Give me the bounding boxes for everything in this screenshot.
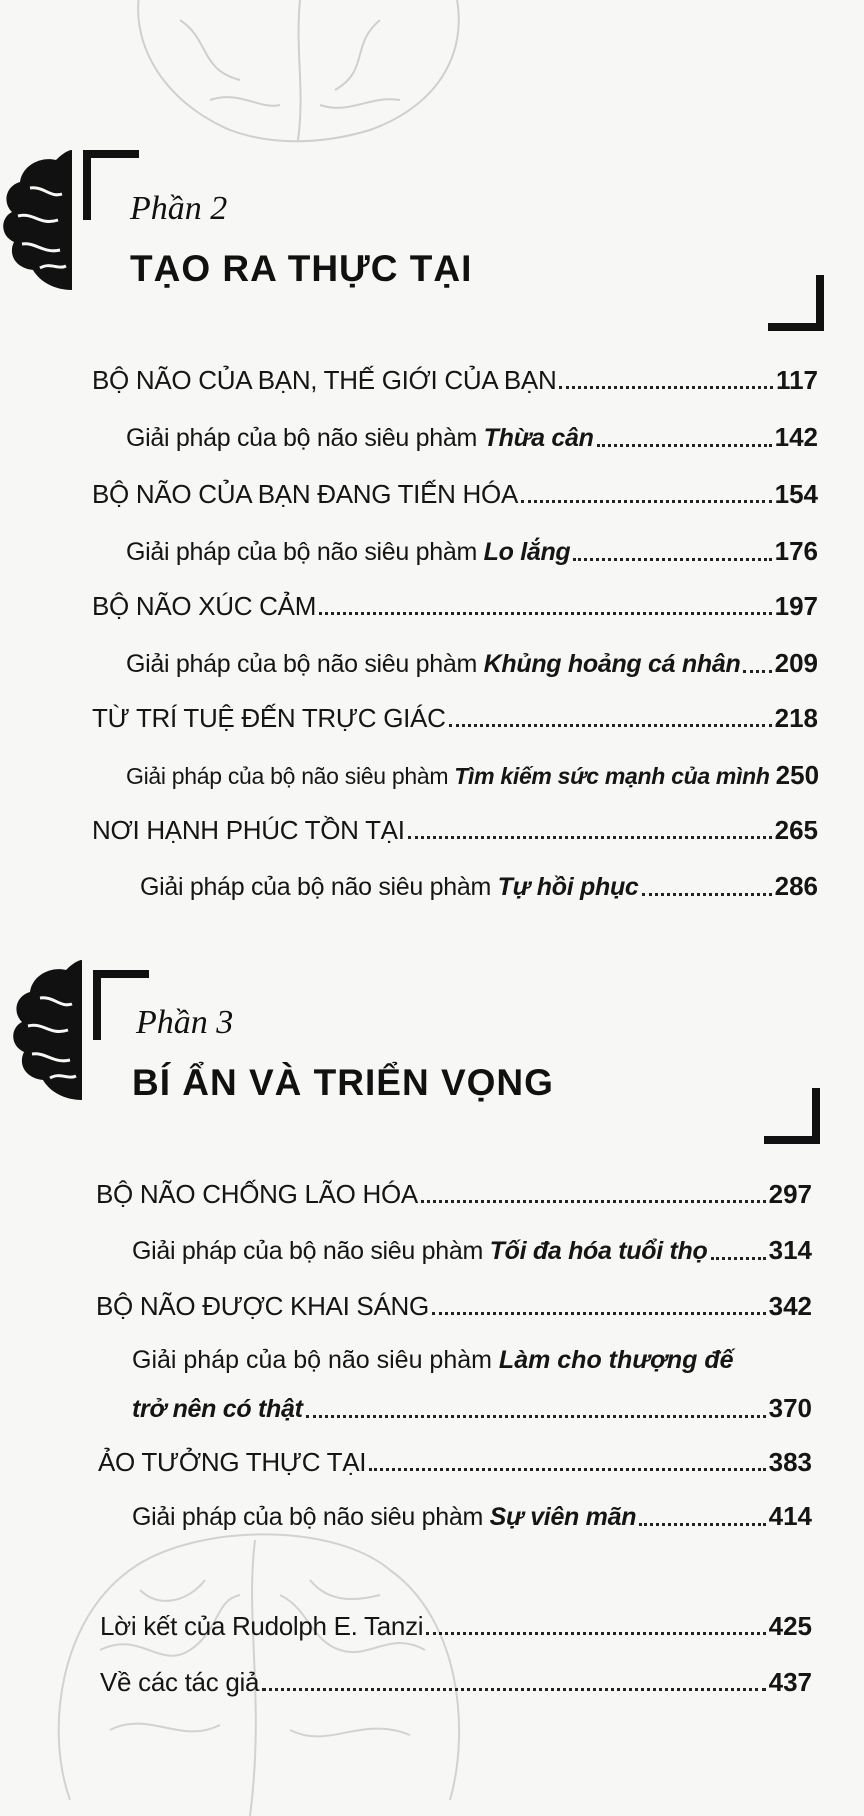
toc-entry-title: Về các tác giả xyxy=(100,1667,260,1697)
bracket-bottom-right-icon xyxy=(764,1088,824,1148)
brain-half-icon xyxy=(0,150,72,290)
leader-dots xyxy=(369,1468,765,1471)
toc-entry-title: TỪ TRÍ TUỆ ĐẾN TRỰC GIÁC xyxy=(92,703,446,733)
leader-dots xyxy=(743,670,771,673)
solution-topic: Tự hồi phục xyxy=(497,873,639,901)
solution-topic: Khủng hoảng cá nhân xyxy=(483,650,741,678)
toc-subentry[interactable] xyxy=(126,535,818,568)
solution-topic: Tối đa hóa tuổi thọ xyxy=(489,1237,708,1265)
page-number: 250 xyxy=(775,760,820,790)
toc-subentry-line-1[interactable]: Giải pháp của bộ não siêu phàm Làm cho thượng đế xyxy=(132,1346,734,1374)
part-3-header xyxy=(0,940,864,1140)
leader-dots xyxy=(573,558,771,561)
solution-topic-continued: trở nên có thật xyxy=(132,1395,303,1423)
part-title: BÍ ẨN VÀ TRIỂN VỌNG xyxy=(132,1062,554,1103)
toc-entry-title: BỘ NÃO ĐƯỢC KHAI SÁNG xyxy=(96,1291,429,1321)
page-number: 197 xyxy=(774,591,818,621)
solution-topic: Thừa cân xyxy=(483,424,594,452)
page-number: 383 xyxy=(768,1447,812,1477)
brain-outline-top-illustration xyxy=(120,0,480,150)
solution-topic: Làm cho thượng đế xyxy=(498,1346,734,1374)
toc-entry-title: NƠI HẠNH PHÚC TỒN TẠI xyxy=(92,815,405,845)
leader-dots xyxy=(426,1632,765,1635)
page-number: 286 xyxy=(774,871,818,901)
toc-entry[interactable] xyxy=(96,1178,812,1210)
toc-entry-title: BỘ NÃO CỦA BẠN ĐANG TIẾN HÓA xyxy=(92,479,518,509)
toc-entry-afterword[interactable] xyxy=(100,1610,812,1642)
toc-entry[interactable] xyxy=(92,590,818,622)
leader-dots xyxy=(306,1415,766,1418)
page-number: 342 xyxy=(768,1291,812,1321)
leader-dots xyxy=(262,1688,765,1691)
toc-entry-about-authors[interactable] xyxy=(100,1666,812,1698)
toc-entry-title: Giải pháp của bộ não siêu phàm Tự hồi phục xyxy=(140,873,639,901)
part-2-header xyxy=(0,130,864,330)
toc-entry-title: Giải pháp của bộ não siêu phàm Tìm kiếm sức mạnh của mình xyxy=(126,763,770,789)
leader-dots xyxy=(449,724,772,727)
leader-dots xyxy=(559,386,773,389)
toc-entry[interactable] xyxy=(92,814,818,846)
toc-entry[interactable] xyxy=(96,1290,812,1322)
leader-dots xyxy=(642,893,772,896)
toc-entry-title: BỘ NÃO XÚC CẢM xyxy=(92,591,317,621)
toc-subentry[interactable] xyxy=(126,759,818,792)
toc-entry-title: Giải pháp của bộ não siêu phàm Lo lắng xyxy=(126,538,571,566)
page-number: 297 xyxy=(768,1179,812,1209)
page-number: 209 xyxy=(774,648,818,678)
solution-topic: Tìm kiếm sức mạnh của mình xyxy=(454,763,770,789)
page-number: 117 xyxy=(776,365,818,395)
part-title: TẠO RA THỰC TẠI xyxy=(130,248,473,289)
leader-dots xyxy=(319,612,772,615)
page-number: 437 xyxy=(768,1667,812,1697)
bracket-bottom-right-icon xyxy=(768,275,828,335)
toc-entry-title: Giải pháp của bộ não siêu phàm Thừa cân xyxy=(126,424,594,452)
toc-entry-title: BỘ NÃO CỦA BẠN, THẾ GIỚI CỦA BẠN xyxy=(92,365,557,395)
page-number: 176 xyxy=(774,536,818,566)
toc-subentry[interactable] xyxy=(126,421,818,454)
toc-subentry[interactable] xyxy=(140,870,818,903)
leader-dots xyxy=(408,836,772,839)
toc-entry-title: Giải pháp của bộ não siêu phàm Khủng hoảng cá nhân xyxy=(126,650,741,678)
part-label: Phần 3 xyxy=(136,1004,234,1041)
toc-subentry-line-2[interactable] xyxy=(132,1392,812,1425)
toc-entry[interactable] xyxy=(92,478,818,510)
page-number: 142 xyxy=(774,422,818,452)
solution-topic: Lo lắng xyxy=(483,538,571,566)
page-number: 414 xyxy=(768,1501,812,1531)
leader-dots xyxy=(597,444,772,447)
page-number: 425 xyxy=(768,1611,812,1641)
page-number: 314 xyxy=(768,1235,812,1265)
toc-entry-title: Giải pháp của bộ não siêu phàm Sự viên mãn xyxy=(132,1503,637,1531)
toc-entry-title: ẢO TƯỞNG THỰC TẠI xyxy=(98,1447,367,1477)
leader-dots xyxy=(432,1312,766,1315)
toc-entry[interactable] xyxy=(92,702,818,734)
toc-subentry[interactable] xyxy=(132,1234,812,1267)
part-label: Phần 2 xyxy=(130,190,228,227)
solution-topic: Sự viên mãn xyxy=(489,1503,637,1531)
leader-dots xyxy=(421,1200,766,1203)
leader-dots xyxy=(639,1523,765,1526)
page-number: 265 xyxy=(774,815,818,845)
toc-subentry[interactable] xyxy=(126,647,818,680)
toc-entry-title: Giải pháp của bộ não siêu phàm Tối đa hóa tuổi thọ xyxy=(132,1237,708,1265)
brain-outline-bottom-illustration xyxy=(40,1500,480,1816)
page-number: 370 xyxy=(768,1393,812,1423)
page-number: 154 xyxy=(774,479,818,509)
brain-half-icon xyxy=(10,960,82,1100)
page-number: 218 xyxy=(774,703,818,733)
toc-subentry[interactable] xyxy=(132,1500,812,1533)
toc-entry[interactable] xyxy=(92,364,818,396)
toc-entry[interactable] xyxy=(98,1446,812,1478)
leader-dots xyxy=(521,500,772,503)
leader-dots xyxy=(711,1257,766,1260)
toc-entry-title: BỘ NÃO CHỐNG LÃO HÓA xyxy=(96,1179,418,1209)
toc-entry-title: Lời kết của Rudolph E. Tanzi xyxy=(100,1611,424,1641)
